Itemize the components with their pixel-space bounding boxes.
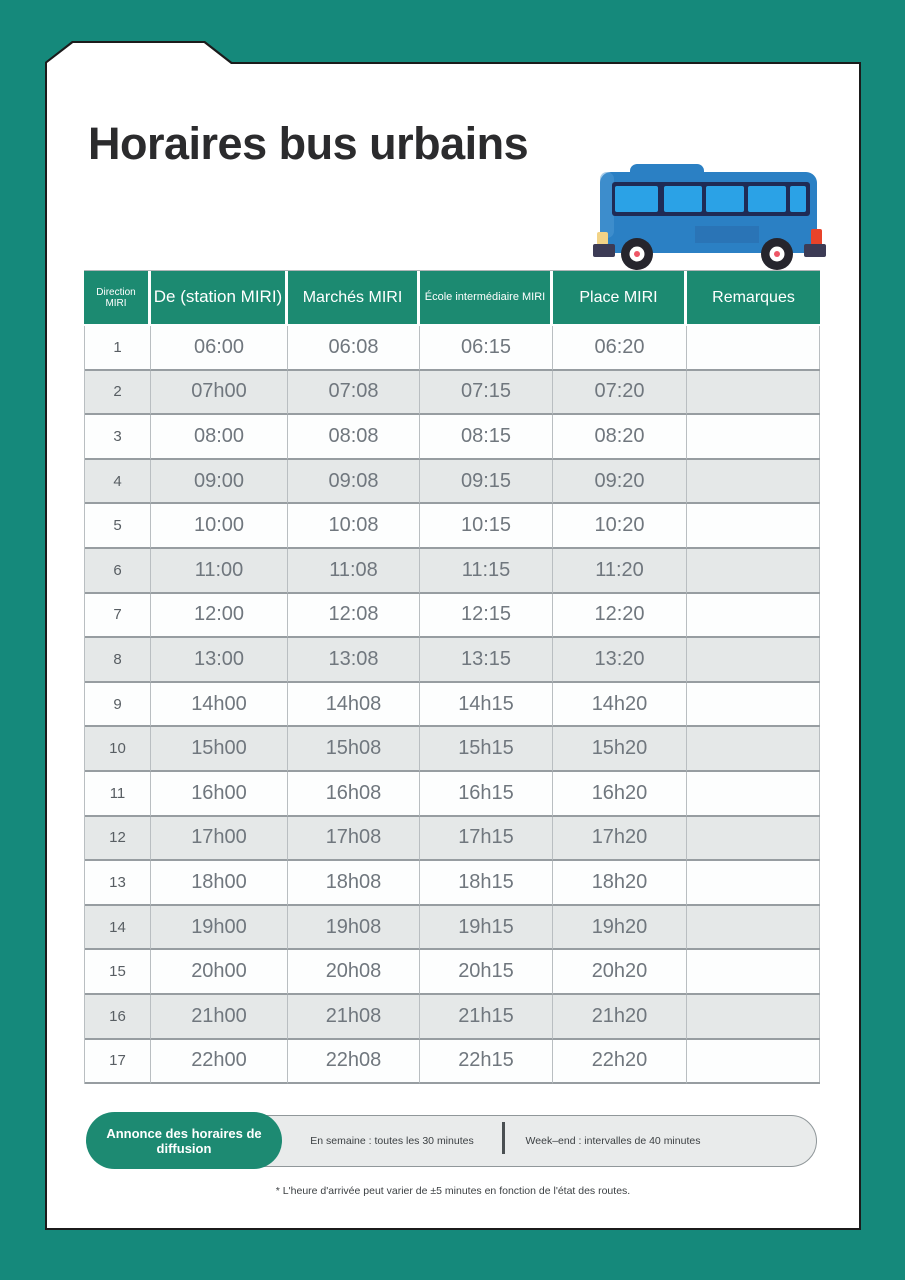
bus-icon: [592, 158, 827, 271]
cell-ecole-time: 07:15: [420, 371, 553, 416]
table-row: [85, 861, 819, 906]
cell-direction-number: 2: [85, 371, 151, 416]
cell-remarques: [687, 326, 820, 371]
cell-remarques: [687, 594, 820, 639]
cell-departure-time: 20h00: [151, 950, 288, 995]
cell-direction-number: 14: [85, 906, 151, 951]
table-row: [85, 950, 819, 995]
cell-direction-number: 1: [85, 326, 151, 371]
cell-ecole-time: 10:15: [420, 504, 553, 549]
column-header-place: Place MIRI: [553, 271, 687, 326]
cell-direction-number: 10: [85, 727, 151, 772]
announcement-badge: Annonce des horaires de diffusion: [86, 1112, 282, 1169]
cell-remarques: [687, 549, 820, 594]
cell-departure-time: 14h00: [151, 683, 288, 728]
cell-ecole-time: 08:15: [420, 415, 553, 460]
cell-direction-number: 9: [85, 683, 151, 728]
cell-remarques: [687, 772, 820, 817]
bus-window: [664, 186, 702, 212]
cell-remarques: [687, 727, 820, 772]
cell-place-time: 07:20: [553, 371, 687, 416]
cell-place-time: 16h20: [553, 772, 687, 817]
cell-place-time: 06:20: [553, 326, 687, 371]
cell-marches-time: 17h08: [288, 817, 420, 862]
bus-wheel-front: [621, 238, 653, 270]
cell-departure-time: 21h00: [151, 995, 288, 1040]
cell-place-time: 22h20: [553, 1040, 687, 1085]
cell-remarques: [687, 950, 820, 995]
cell-departure-time: 09:00: [151, 460, 288, 505]
bus-wheel-rear: [761, 238, 793, 270]
cell-ecole-time: 20h15: [420, 950, 553, 995]
cell-marches-time: 07:08: [288, 371, 420, 416]
cell-ecole-time: 09:15: [420, 460, 553, 505]
cell-ecole-time: 12:15: [420, 594, 553, 639]
schedule-table: [84, 270, 820, 1084]
cell-departure-time: 06:00: [151, 326, 288, 371]
cell-direction-number: 13: [85, 861, 151, 906]
cell-place-time: 08:20: [553, 415, 687, 460]
cell-ecole-time: 17h15: [420, 817, 553, 862]
table-row: [85, 594, 819, 639]
cell-place-time: 19h20: [553, 906, 687, 951]
weekday-frequency-text: En semaine : toutes les 30 minutes: [310, 1135, 474, 1147]
cell-marches-time: 08:08: [288, 415, 420, 460]
cell-remarques: [687, 371, 820, 416]
cell-place-time: 17h20: [553, 817, 687, 862]
bus-window: [615, 186, 658, 212]
cell-marches-time: 14h08: [288, 683, 420, 728]
cell-departure-time: 17h00: [151, 817, 288, 862]
cell-remarques: [687, 460, 820, 505]
cell-departure-time: 11:00: [151, 549, 288, 594]
cell-direction-number: 5: [85, 504, 151, 549]
cell-place-time: 13:20: [553, 638, 687, 683]
table-row: [85, 415, 819, 460]
table-row: [85, 1040, 819, 1085]
cell-ecole-time: 16h15: [420, 772, 553, 817]
table-row: [85, 371, 819, 416]
cell-direction-number: 8: [85, 638, 151, 683]
cell-direction-number: 4: [85, 460, 151, 505]
page-title: Horaires bus urbains: [88, 118, 529, 169]
cell-marches-time: 20h08: [288, 950, 420, 995]
cell-marches-time: 22h08: [288, 1040, 420, 1085]
cell-place-time: 18h20: [553, 861, 687, 906]
cell-remarques: [687, 504, 820, 549]
bus-side-panel: [695, 226, 759, 243]
bus-window: [748, 186, 786, 212]
cell-ecole-time: 21h15: [420, 995, 553, 1040]
cell-place-time: 15h20: [553, 727, 687, 772]
cell-ecole-time: 11:15: [420, 549, 553, 594]
cell-ecole-time: 18h15: [420, 861, 553, 906]
cell-ecole-time: 14h15: [420, 683, 553, 728]
cell-marches-time: 19h08: [288, 906, 420, 951]
bus-window: [790, 186, 806, 212]
cell-ecole-time: 22h15: [420, 1040, 553, 1085]
cell-remarques: [687, 817, 820, 862]
cell-marches-time: 12:08: [288, 594, 420, 639]
table-row: [85, 638, 819, 683]
cell-direction-number: 7: [85, 594, 151, 639]
bus-bumper-front: [593, 244, 615, 257]
cell-departure-time: 16h00: [151, 772, 288, 817]
schedule-table-body: [84, 326, 820, 1084]
cell-departure-time: 22h00: [151, 1040, 288, 1085]
cell-ecole-time: 15h15: [420, 727, 553, 772]
cell-remarques: [687, 683, 820, 728]
schedule-table-header: [84, 270, 820, 326]
cell-place-time: 10:20: [553, 504, 687, 549]
table-row: [85, 817, 819, 862]
cell-direction-number: 12: [85, 817, 151, 862]
cell-direction-number: 6: [85, 549, 151, 594]
cell-remarques: [687, 995, 820, 1040]
table-row: [85, 549, 819, 594]
column-header-marches: Marchés MIRI: [288, 271, 420, 326]
cell-remarques: [687, 415, 820, 460]
cell-departure-time: 15h00: [151, 727, 288, 772]
cell-marches-time: 13:08: [288, 638, 420, 683]
cell-direction-number: 11: [85, 772, 151, 817]
bus-headlight: [597, 232, 608, 245]
cell-departure-time: 18h00: [151, 861, 288, 906]
cell-marches-time: 10:08: [288, 504, 420, 549]
cell-remarques: [687, 861, 820, 906]
cell-place-time: 20h20: [553, 950, 687, 995]
column-header-ecole: École intermédiaire MIRI: [420, 271, 553, 326]
cell-direction-number: 15: [85, 950, 151, 995]
cell-remarques: [687, 638, 820, 683]
table-row: [85, 504, 819, 549]
cell-place-time: 21h20: [553, 995, 687, 1040]
cell-departure-time: 10:00: [151, 504, 288, 549]
cell-ecole-time: 19h15: [420, 906, 553, 951]
cell-direction-number: 17: [85, 1040, 151, 1085]
cell-marches-time: 06:08: [288, 326, 420, 371]
column-header-remarques: Remarques: [687, 271, 820, 326]
table-row: [85, 683, 819, 728]
table-row: [85, 727, 819, 772]
cell-place-time: 14h20: [553, 683, 687, 728]
cell-marches-time: 16h08: [288, 772, 420, 817]
cell-departure-time: 12:00: [151, 594, 288, 639]
cell-departure-time: 08:00: [151, 415, 288, 460]
bus-window: [706, 186, 744, 212]
footnote: * L'heure d'arrivée peut varier de ±5 minutes en fonction de l'état des routes.: [275, 1185, 631, 1197]
cell-remarques: [687, 1040, 820, 1085]
table-row: [85, 906, 819, 951]
table-row: [85, 995, 819, 1040]
cell-departure-time: 19h00: [151, 906, 288, 951]
cell-marches-time: 11:08: [288, 549, 420, 594]
cell-direction-number: 3: [85, 415, 151, 460]
cell-remarques: [687, 906, 820, 951]
weekend-frequency-text: Week–end : intervalles de 40 minutes: [525, 1135, 701, 1147]
cell-ecole-time: 13:15: [420, 638, 553, 683]
cell-place-time: 09:20: [553, 460, 687, 505]
cell-ecole-time: 06:15: [420, 326, 553, 371]
cell-place-time: 12:20: [553, 594, 687, 639]
column-header-departure: De (station MIRI): [151, 271, 288, 326]
bus-front-accent: [600, 172, 614, 238]
cell-marches-time: 18h08: [288, 861, 420, 906]
table-row: [85, 326, 819, 371]
bus-bumper-rear: [804, 244, 826, 257]
cell-marches-time: 15h08: [288, 727, 420, 772]
column-header-direction: Direction MIRI: [84, 271, 151, 326]
cell-departure-time: 07h00: [151, 371, 288, 416]
table-row: [85, 460, 819, 505]
cell-direction-number: 16: [85, 995, 151, 1040]
cell-place-time: 11:20: [553, 549, 687, 594]
cell-marches-time: 21h08: [288, 995, 420, 1040]
cell-departure-time: 13:00: [151, 638, 288, 683]
table-row: [85, 772, 819, 817]
cell-marches-time: 09:08: [288, 460, 420, 505]
